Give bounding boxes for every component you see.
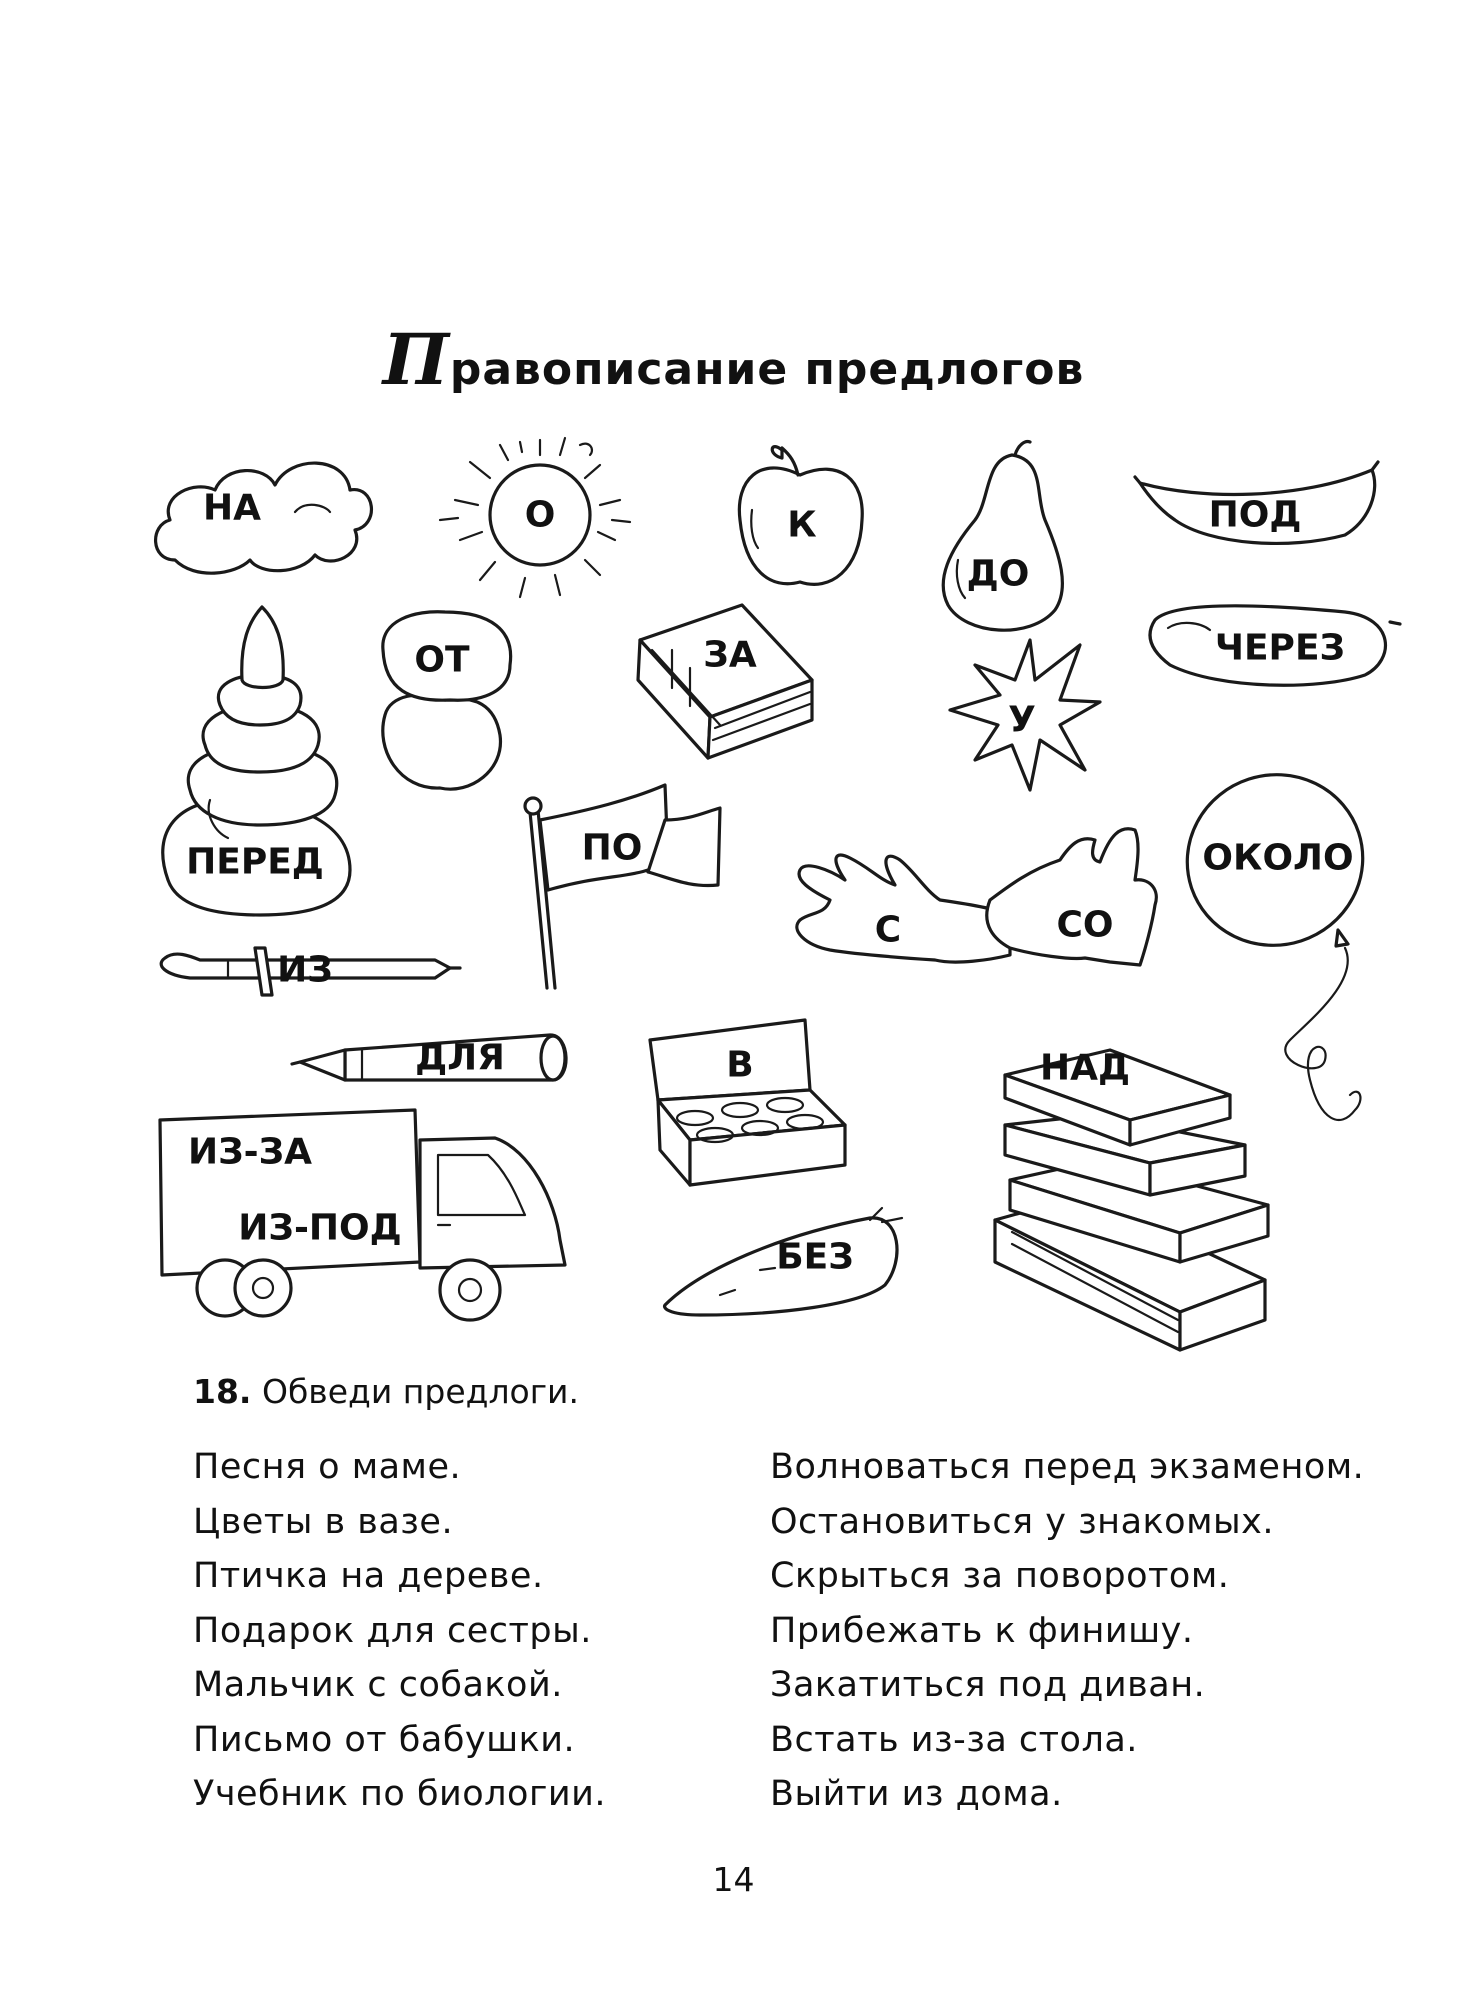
preposition-s: С bbox=[874, 909, 902, 951]
preposition-na: НА bbox=[203, 487, 261, 529]
phrase-line: Мальчик с собакой. bbox=[193, 1665, 563, 1705]
phrase-line: Письмо от бабушки. bbox=[193, 1719, 576, 1760]
exercise-heading bbox=[193, 1372, 579, 1411]
preposition-dlya: ДЛЯ bbox=[415, 1037, 505, 1079]
stones-icon bbox=[383, 612, 511, 789]
preposition-pered: ПЕРЕД bbox=[186, 841, 324, 883]
phrase-line: Цветы в вазе. bbox=[193, 1501, 454, 1542]
preposition-so: СО bbox=[1056, 904, 1114, 946]
title-rest: равописание предлогов bbox=[449, 344, 1085, 395]
cloud-icon bbox=[156, 463, 372, 573]
phrase-line: Подарок для сестры. bbox=[193, 1610, 592, 1651]
exercise-number: 18. bbox=[193, 1372, 252, 1411]
title-initial: П bbox=[382, 318, 450, 401]
preposition-okolo: ОКОЛО bbox=[1202, 837, 1354, 879]
pear-icon bbox=[943, 442, 1062, 631]
preposition-v: В bbox=[726, 1044, 754, 1086]
preposition-ot: ОТ bbox=[414, 639, 470, 681]
phrase-line: Учебник по биологии. bbox=[193, 1774, 606, 1814]
exercise-instruction: Обведи предлоги. bbox=[261, 1372, 579, 1411]
book-stack-icon bbox=[995, 1047, 1268, 1350]
preposition-cherez: ЧЕРЕЗ bbox=[1214, 627, 1346, 669]
phrase-line: Волноваться перед экзаменом. bbox=[770, 1447, 1365, 1487]
phrase-line: Остановиться у знакомых. bbox=[770, 1501, 1274, 1542]
book-icon bbox=[638, 605, 812, 758]
preposition-u: У bbox=[1008, 699, 1036, 741]
preposition-iz: ИЗ bbox=[277, 949, 333, 991]
balloon-icon bbox=[1165, 752, 1385, 1120]
phrase-line: Птичка на дереве. bbox=[193, 1556, 544, 1596]
phrases-right-column bbox=[770, 1440, 1364, 1822]
preposition-nad: НАД bbox=[1039, 1047, 1131, 1089]
phrases-left-column bbox=[193, 1440, 606, 1822]
preposition-iz-pod: ИЗ-ПОД bbox=[238, 1207, 402, 1249]
phrase-line: Встать из-за стола. bbox=[770, 1719, 1138, 1760]
phrase-line: Прибежать к финишу. bbox=[770, 1610, 1194, 1651]
preposition-do: ДО bbox=[966, 553, 1030, 595]
flag-icon bbox=[525, 785, 720, 988]
preposition-po: ПО bbox=[581, 827, 643, 869]
preposition-k: К bbox=[787, 504, 817, 546]
preposition-o: О bbox=[524, 494, 556, 536]
phrase-line: Закатиться под диван. bbox=[770, 1665, 1206, 1705]
page-number: 14 bbox=[712, 1860, 755, 1899]
preposition-bez: БЕЗ bbox=[776, 1236, 854, 1278]
phrase-line: Скрыться за поворотом. bbox=[770, 1556, 1230, 1596]
preposition-za: ЗА bbox=[703, 634, 757, 676]
phrase-line: Песня о маме. bbox=[193, 1447, 462, 1487]
phrase-line: Выйти из дома. bbox=[770, 1774, 1063, 1814]
preposition-pod: ПОД bbox=[1208, 494, 1302, 536]
preposition-iz-za: ИЗ-ЗА bbox=[187, 1131, 313, 1173]
